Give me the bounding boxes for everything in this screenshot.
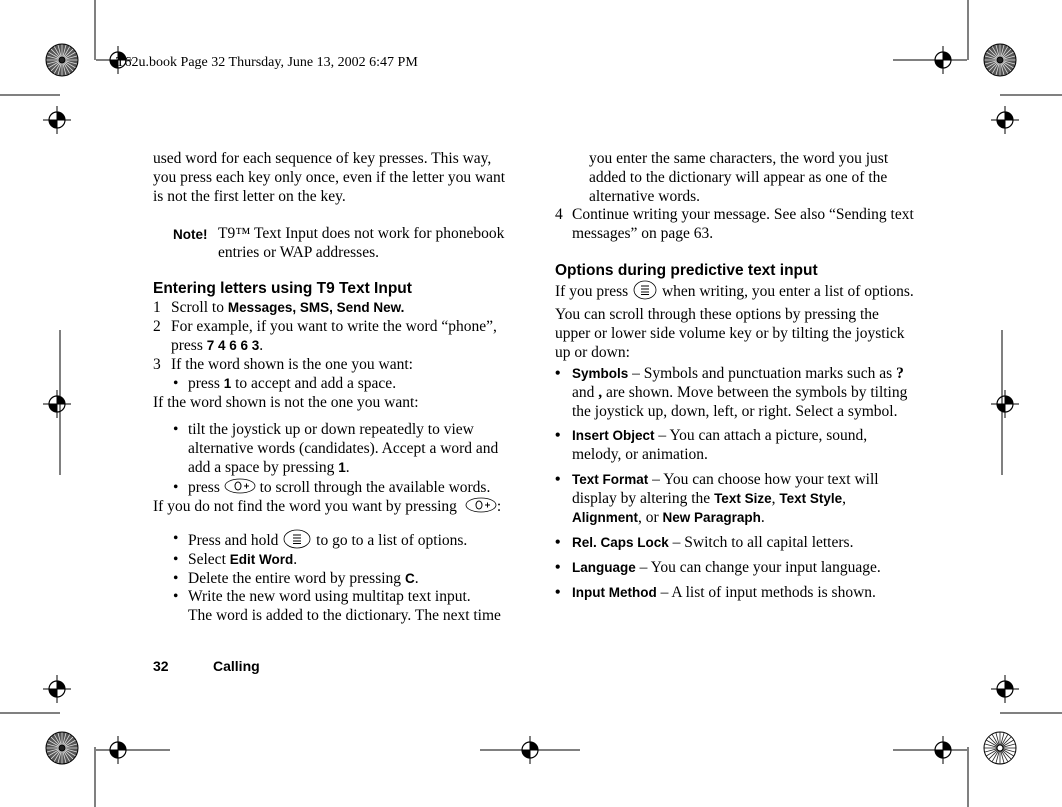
registration-fill: [1005, 396, 1013, 404]
step-text: Scroll to: [171, 299, 228, 316]
option-symbols: [555, 364, 908, 420]
registration-fill: [118, 742, 126, 750]
option-name: Rel. Caps Lock: [572, 535, 669, 550]
text: If you press: [555, 283, 633, 301]
menu-option: Edit Word: [229, 552, 294, 567]
text: – A list of input methods is shown.: [656, 584, 876, 601]
continued-text: [589, 149, 888, 206]
key: C: [404, 571, 415, 586]
bullet-glyph: •: [555, 365, 561, 382]
registration-fill: [997, 404, 1005, 412]
bullet-glyph: •: [173, 530, 179, 547]
text: to scroll through the available words.: [255, 479, 491, 497]
text-line: The word is added to the dictionary. The next time: [188, 607, 501, 624]
text-line: entries or WAP addresses.: [218, 244, 379, 261]
text: .: [345, 459, 350, 476]
key: 1: [338, 460, 346, 475]
bullet-glyph: •: [173, 551, 179, 568]
text-line: messages” on page 63.: [572, 225, 714, 242]
text-line: upper or lower side volume key or by tilting the joystick: [555, 325, 905, 342]
registration-fill: [997, 120, 1005, 128]
text-line: is not the first letter on the key.: [153, 188, 346, 205]
option-name: Text Format: [572, 472, 649, 487]
registration-fill: [57, 681, 65, 689]
bullet-select: [173, 550, 298, 569]
text: – You can change your input language.: [635, 559, 881, 576]
option-name: Alignment: [572, 510, 638, 525]
step-text: press: [171, 337, 207, 354]
note-label: Note!: [173, 227, 208, 242]
bullet-hold: [173, 529, 468, 550]
step-text: If the word shown is the one you want:: [171, 356, 413, 373]
step-3: [153, 355, 413, 374]
text: press: [188, 479, 224, 497]
bullet-press: [173, 478, 491, 497]
step-number: 2: [153, 318, 161, 335]
bullet-glyph: •: [555, 471, 561, 488]
text-line: You can scroll through these options by pressing the: [555, 306, 879, 323]
option-text-format: [555, 470, 879, 526]
symbol: ,: [598, 384, 603, 401]
text-line: alternative words.: [589, 188, 701, 205]
bullet-tilt: [173, 420, 499, 476]
step-number: 1: [153, 299, 161, 316]
punct: .: [414, 570, 419, 587]
option-caps-lock: [555, 533, 854, 552]
text-line: alternative words (candidates). Accept a word and: [188, 440, 499, 457]
registration-fill: [1005, 112, 1013, 120]
menu-key-icon: [632, 280, 658, 305]
text: ,: [771, 490, 780, 507]
registration-fill: [49, 404, 57, 412]
step-2-cont: [171, 336, 263, 355]
option-name: Text Style: [779, 491, 843, 506]
registration-fill: [530, 742, 538, 750]
registration-fill: [522, 750, 530, 758]
registration-fill: [49, 689, 57, 697]
text: – You can choose how your text will: [648, 471, 879, 488]
option-language: [555, 558, 881, 577]
text: when writing, you enter a list of options.: [658, 283, 914, 301]
registration-fill: [1005, 681, 1013, 689]
bullet-glyph: •: [173, 375, 179, 392]
text: – Switch to all capital letters.: [668, 534, 854, 551]
text-line: you press each key only once, even if the letter you want: [153, 169, 506, 186]
registration-fill: [943, 52, 951, 60]
text: – Symbols and punctuation marks such as: [628, 365, 897, 382]
bullet-delete: [173, 569, 419, 588]
bullet-glyph: •: [173, 570, 179, 587]
symbol: ?: [896, 365, 904, 382]
option-name: Text Size: [714, 491, 772, 506]
option-name: Language: [572, 560, 636, 575]
text-line: used word for each sequence of key presses. This way,: [153, 150, 492, 167]
text: are shown. Move between the symbols by tilting: [602, 384, 908, 401]
text-line: Continue writing your message. See also “Sending text: [572, 206, 914, 223]
punct: .: [293, 551, 298, 568]
bullet-glyph: •: [173, 421, 179, 438]
text-line: up or down:: [555, 344, 630, 361]
text: press: [188, 375, 224, 392]
bullet-glyph: •: [555, 427, 561, 444]
text-line: you enter the same characters, the word you just: [589, 150, 889, 167]
section-heading: Options during predictive text input: [555, 262, 818, 279]
option-name: Input Method: [572, 585, 657, 600]
bullet-glyph: •: [555, 584, 561, 601]
not-find-text: [153, 497, 501, 518]
punct: :: [496, 498, 502, 516]
text-line: tilt the joystick up or down repeatedly to view: [188, 421, 474, 438]
note-text: [218, 224, 504, 262]
punct: .: [259, 337, 264, 354]
option-name: Symbols: [572, 366, 629, 381]
text: display by altering the: [572, 490, 715, 507]
section-name: Calling: [213, 658, 260, 674]
option-input-method: [555, 583, 876, 602]
options-intro: [555, 280, 914, 362]
text-line: T9™ Text Input does not work for phonebook: [218, 225, 505, 242]
registration-fill: [935, 60, 943, 68]
text: to go to a list of options.: [312, 532, 468, 550]
step-2: [153, 317, 497, 336]
option-name: Insert Object: [572, 428, 655, 443]
step-number: 3: [153, 356, 161, 373]
print-info: T62u.book Page 32 Thursday, June 13, 2002 6:47 PM: [116, 55, 418, 70]
intro-paragraph: [153, 149, 505, 206]
joystick-key-icon: [224, 478, 256, 499]
text: Press and hold: [188, 532, 283, 550]
registration-fill: [57, 396, 65, 404]
option-name: New Paragraph: [662, 510, 761, 525]
registration-fill: [943, 742, 951, 750]
registration-fill: [49, 120, 57, 128]
text-line: melody, or animation.: [572, 446, 708, 463]
step-4: [555, 205, 914, 242]
option-insert-object: [555, 426, 868, 463]
bullet-glyph: •: [173, 588, 179, 605]
registration-fill: [997, 689, 1005, 697]
not-one-text: If the word shown is not the one you want:: [153, 394, 419, 411]
registration-fill: [110, 750, 118, 758]
section-heading: Entering letters using T9 Text Input: [153, 280, 412, 297]
step-1: [153, 298, 405, 317]
step-text: For example, if you want to write the word “phone”,: [171, 318, 497, 335]
key: 1: [223, 376, 232, 391]
key-sequence: 7 4 6 6 3: [206, 338, 260, 353]
text-line: Write the new word using multitap text input.: [188, 588, 471, 605]
menu-path: Messages, SMS, Send New.: [227, 300, 405, 315]
text: ,: [842, 490, 846, 507]
text: add a space by pressing: [188, 459, 339, 476]
registration-fill: [935, 750, 943, 758]
text: Delete the entire word by pressing: [188, 570, 405, 587]
text-line: added to the dictionary will appear as one of the: [589, 169, 888, 186]
text: – You can attach a picture, sound,: [654, 427, 868, 444]
text: to accept and add a space.: [231, 375, 397, 392]
registration-fill: [57, 112, 65, 120]
text: , or: [638, 509, 663, 526]
text-line: the joystick up, down, left, or right. Select a symbol.: [572, 403, 898, 420]
bullet-glyph: •: [173, 479, 179, 496]
text: Select: [188, 551, 230, 568]
text: and: [572, 384, 599, 401]
text: If you do not find the word you want by pressing: [153, 498, 461, 516]
punct: .: [760, 509, 765, 526]
bullet-glyph: •: [555, 534, 561, 551]
step-number: 4: [555, 206, 563, 223]
bullet-accept: [173, 374, 397, 393]
joystick-key-icon: [461, 497, 497, 518]
bullet-glyph: •: [555, 559, 561, 576]
bullet-write: [173, 587, 501, 624]
page-number: 32: [153, 658, 169, 674]
